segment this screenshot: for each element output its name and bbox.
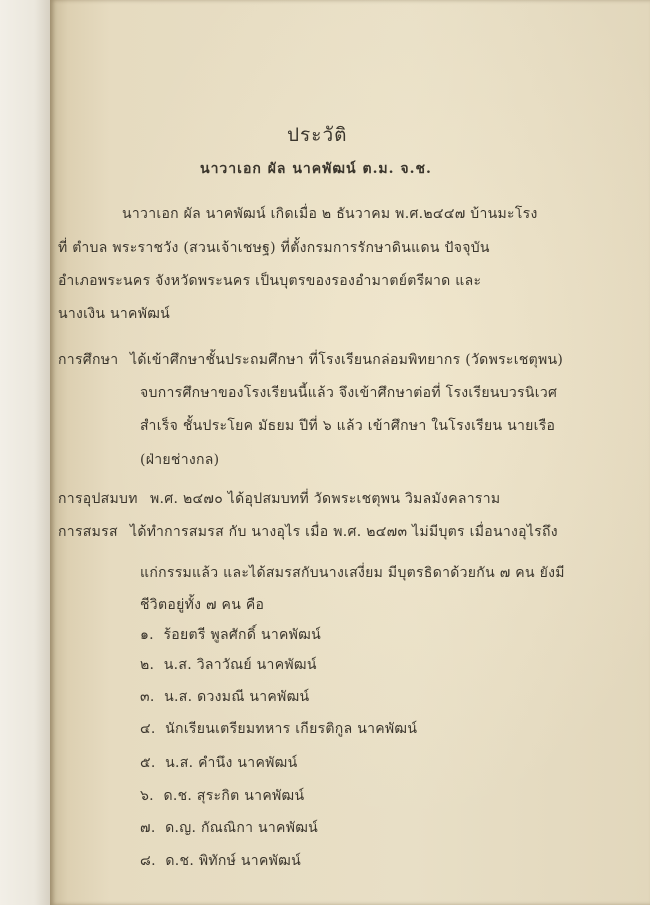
child-number: ๕. xyxy=(140,755,156,771)
education-line: ได้เข้าศึกษาชั้นประถมศึกษา ที่โรงเรียนกล่อมพิทยากร (วัดพระเชตุพน) xyxy=(130,352,564,368)
child-list-item xyxy=(140,626,321,644)
child-number: ๒. xyxy=(140,657,155,673)
child-number: ๔. xyxy=(140,721,156,737)
marriage-label: การสมรส xyxy=(58,524,118,540)
page-subtitle: นาวาเอก ผัล นาคพัฒน์ ต.ม. จ.ช. xyxy=(200,161,432,177)
child-number: ๑. xyxy=(140,627,154,643)
education-line: จบการศึกษาของโรงเรียนนี้แล้ว จึงเข้าศึกษาต่อที่ โรงเรียนบวรนิเวศ xyxy=(140,385,558,401)
intro-line: นางเงิน นาคพัฒน์ xyxy=(58,306,171,322)
adjacent-page-edge xyxy=(0,0,50,905)
child-list-item xyxy=(140,852,301,870)
child-name: ด.ช. สุระกิต นาคพัฒน์ xyxy=(163,788,305,804)
ordination-label: การอุปสมบท xyxy=(58,491,138,507)
marriage-line: ได้ทำการสมรส กับ นางอุไร เมื่อ พ.ศ. ๒๔๗๓ ไม่มีบุตร เมื่อนางอุไรถึง xyxy=(130,524,558,540)
education-line: สำเร็จ ชั้นประโยค มัธยม ปีที่ ๖ แล้ว เข้าศึกษา ในโรงเรียน นายเรือ xyxy=(140,418,556,434)
child-list-item xyxy=(140,688,309,706)
child-name: ด.ช. พิทักษ์ นาคพัฒน์ xyxy=(165,853,301,869)
marriage-line: แก่กรรมแล้ว และได้สมรสกับนางเสงี่ยม มีบุตรธิดาด้วยกัน ๗ คน ยังมี xyxy=(140,565,565,581)
document-page xyxy=(50,0,650,905)
child-number: ๖. xyxy=(140,788,154,804)
child-name: ร้อยตรี พูลศักดิ์ นาคพัฒน์ xyxy=(163,627,322,643)
child-list-item xyxy=(140,720,417,738)
child-name: น.ส. ดวงมณี นาคพัฒน์ xyxy=(164,689,310,705)
education-label: การศึกษา xyxy=(58,352,119,368)
intro-line: นาวาเอก ผัล นาคพัฒน์ เกิดเมื่อ ๒ ธันวาคม พ.ศ.๒๔๔๗ บ้านมะโรง xyxy=(122,206,538,222)
child-number: ๘. xyxy=(140,853,156,869)
education-line: (ฝ่ายช่างกล) xyxy=(140,452,220,468)
page-title: ประวัติ xyxy=(287,124,348,146)
intro-line: ที่ ตำบล พระราชวัง (สวนเจ้าเชษฐ) ที่ตั้งกรมการรักษาดินแดน ปัจจุบัน xyxy=(58,240,490,256)
child-list-item xyxy=(140,819,318,837)
child-number: ๓. xyxy=(140,689,155,705)
child-name: น.ส. วิลาวัณย์ นาคพัฒน์ xyxy=(163,657,317,673)
child-number: ๗. xyxy=(140,820,156,836)
child-name: ด.ญ. กัณณิกา นาคพัฒน์ xyxy=(165,820,319,836)
child-list-item xyxy=(140,656,317,674)
child-name: นักเรียนเตรียมทหาร เกียรติกูล นาคพัฒน์ xyxy=(165,721,418,737)
child-name: น.ส. คำนึง นาคพัฒน์ xyxy=(165,755,298,771)
intro-line: อำเภอพระนคร จังหวัดพระนคร เป็นบุตรของรองอำมาตย์ตรีผาด และ xyxy=(58,273,482,289)
ordination-line: พ.ศ. ๒๔๗๐ ได้อุปสมบทที่ วัดพระเชตุพน วิมลมังคลาราม xyxy=(150,491,501,507)
marriage-line: ชีวิตอยู่ทั้ง ๗ คน คือ xyxy=(140,597,265,613)
child-list-item xyxy=(140,754,297,772)
child-list-item xyxy=(140,787,304,805)
